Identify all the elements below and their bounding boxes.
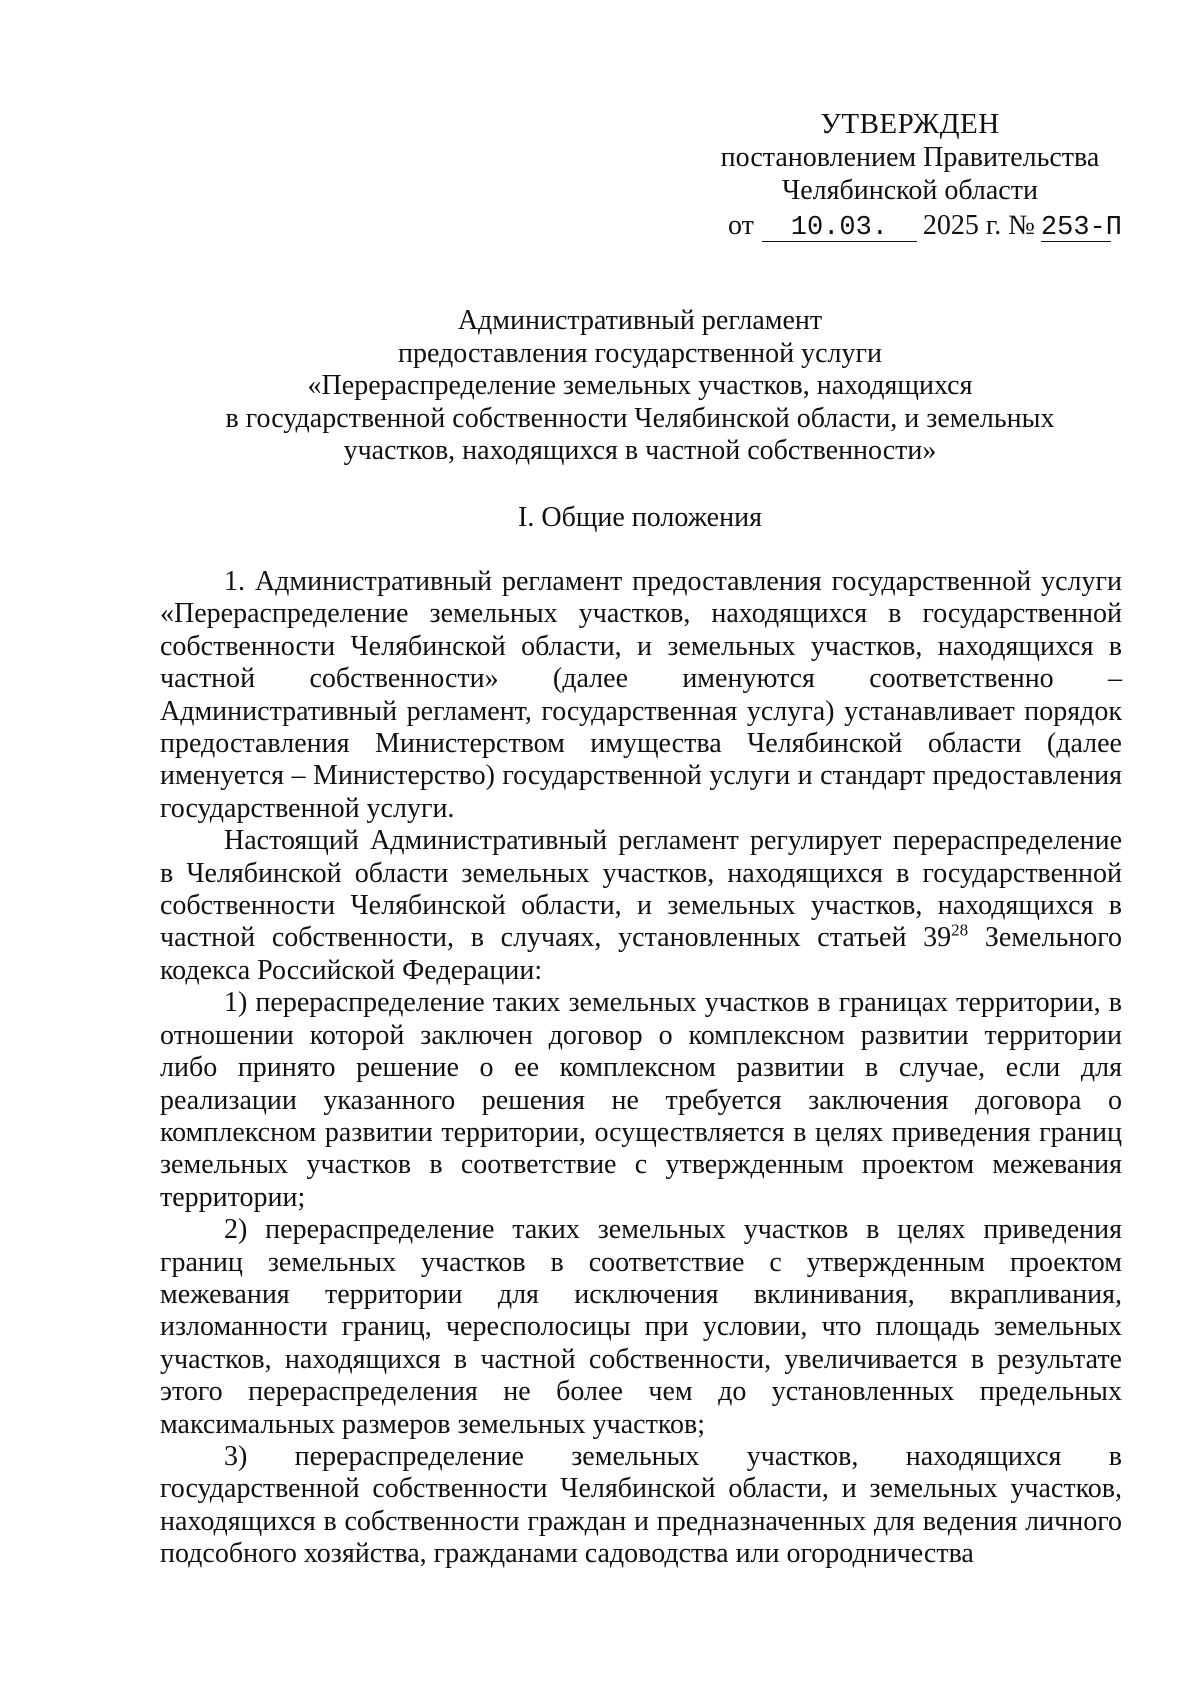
paragraph-item-3: 3) перераспределение земельных участков, находящихся в государственной собственности Челябинской области, и земельных участков, находящихся в собственности граждан и предназначенных для ведения личного подсобного хозяйства, гражданами садоводства или огородничества bbox=[160, 1440, 1122, 1570]
paragraph-item-2: 2) перераспределение таких земельных участков в целях приведения границ земельных участков в соответствие с утвержденным проектом межевания территории для исключения вклинивания, вкрапливания, изломанности границ, чересполосицы при условии, что площадь земельных участков, находящихся в частной собственности, увеличивается в результате этого перераспределения не более чем до установленных предельных максимальных размеров земельных участков; bbox=[160, 1214, 1122, 1440]
approval-line-1: постановлением Правительства bbox=[720, 142, 1100, 173]
paragraph-2 bbox=[160, 825, 1122, 987]
paragraph-2-text: Настоящий Административный регламент регулирует перераспределение в Челябинской области земельных участков, находящихся в государственной собственности Челябинской области, и земельных участков, находящихся в частной собственности, в случаях, установленных статьей 39 bbox=[160, 825, 1122, 954]
approval-date-line bbox=[700, 209, 1120, 242]
document-body bbox=[160, 566, 1122, 1571]
approval-block bbox=[700, 108, 1120, 242]
title-line-2: предоставления государственной услуги bbox=[398, 337, 882, 369]
number-value: 253-П bbox=[1040, 213, 1122, 243]
paragraph-2-tail: Земельного кодекса Российской Федерации: bbox=[160, 922, 1122, 986]
date-prefix: от bbox=[728, 210, 754, 241]
paragraph-item-1: 1) перераспределение таких земельных участков в границах территории, в отношении которой заключен договор о комплексном развитии территории либо принято решение о ее комплексном развитии в случае, если для реализации указанного решения не требуется заключения договора о комплексном развитии территории, осуществляется в целях приведения границ земельных участков в соответствие с утвержденным проектом межевания территории; bbox=[160, 987, 1122, 1213]
title-line-5: участков, находящихся в частной собственности» bbox=[343, 435, 937, 466]
section-heading: I. Общие положения bbox=[518, 502, 762, 533]
paragraph-2-superscript: 28 bbox=[951, 921, 969, 941]
title-line-4: в государственной собственности Челябинской области, и земельных bbox=[225, 402, 1055, 434]
title-line-3: «Перераспределение земельных участков, находящихся bbox=[307, 370, 973, 401]
document-title bbox=[150, 305, 1130, 468]
title-line-1: Административный регламент bbox=[457, 305, 823, 336]
approval-line-2: Челябинской области bbox=[782, 175, 1038, 206]
approval-stamp: УТВЕРЖДЕН bbox=[820, 108, 1000, 140]
date-value: 10.03. bbox=[762, 215, 917, 242]
year-label: 2025 г. № bbox=[922, 210, 1035, 241]
paragraph-1: 1. Административный регламент предоставления государственной услуги «Перераспределение земельных участков, находящихся в государственной собственности Челябинской области, и земельных участков, находящихся в частной собственности» (далее именуются соответственно – Административный регламент, государственная услуга) устанавливает порядок предоставления Министерством имущества Челябинской области (далее именуется – Министерство) государственной услуги и стандарт предоставления государственной услуги. bbox=[160, 566, 1122, 824]
